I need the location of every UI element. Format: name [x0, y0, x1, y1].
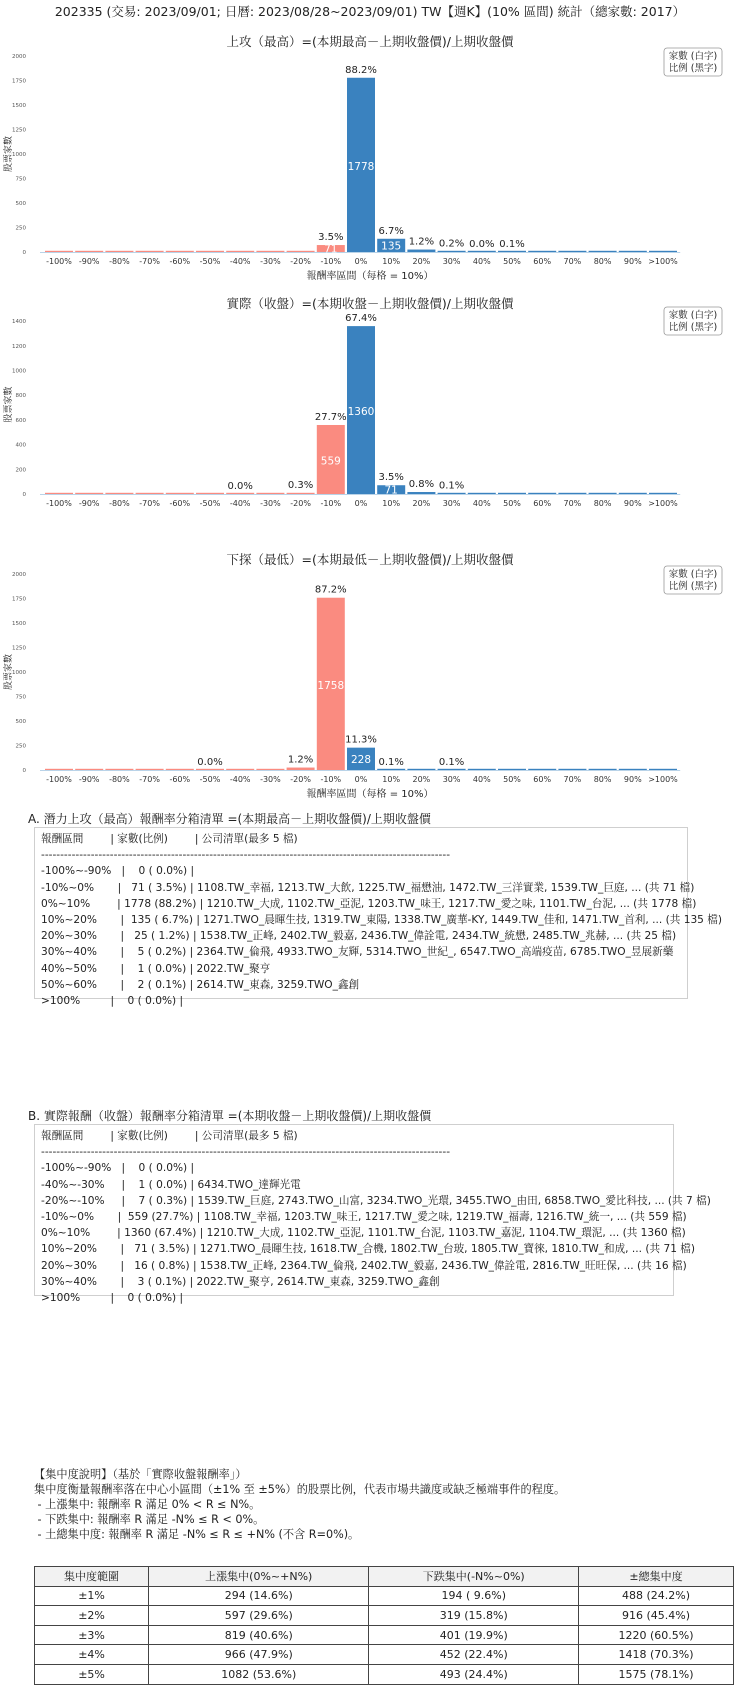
x-tick-label: -60% — [169, 257, 191, 266]
table-cell: ±5% — [35, 1664, 149, 1684]
x-tick-label: -40% — [229, 257, 251, 266]
bar — [256, 769, 284, 770]
bar — [226, 769, 254, 770]
x-tick-label: -80% — [109, 775, 130, 784]
x-tick-label: -20% — [290, 775, 311, 784]
bar-percent-label: 27.7% — [314, 411, 347, 423]
bar — [619, 769, 647, 770]
x-tick-label: -10% — [320, 775, 342, 784]
x-tick-label: -50% — [199, 499, 221, 508]
legend-line-ratio: 比例 (黑字) — [668, 63, 718, 74]
note-line: - 土總集中度: 報酬率 R 滿足 -N% ≤ R ≤ +N% (不含 R=0%)。 — [34, 1528, 360, 1541]
table-row — [35, 1664, 734, 1684]
bar — [287, 768, 315, 770]
legend-line-count: 家數 (白字) — [668, 51, 718, 62]
x-tick-label: 30% — [442, 499, 461, 508]
bar — [377, 769, 405, 770]
table-header-cell: ±總集中度 — [579, 1567, 734, 1587]
bar — [589, 493, 617, 494]
table-header-cell: 集中度範圍 — [35, 1567, 149, 1587]
y-tick-label: 1750 — [12, 78, 26, 85]
table-header-row — [35, 1567, 734, 1587]
y-tick-label: 250 — [15, 225, 26, 232]
table-header-cell: 下跌集中(-N%~0%) — [369, 1567, 579, 1587]
bar — [558, 251, 586, 252]
bar — [649, 251, 677, 252]
x-tick-label: >100% — [648, 257, 678, 266]
bar — [166, 251, 194, 252]
bar-count-label: 559 — [320, 455, 341, 468]
x-tick-label: 80% — [593, 775, 612, 784]
bar-percent-label: 11.3% — [345, 734, 377, 746]
bar-count-label: 1360 — [347, 406, 375, 419]
y-tick-label: 750 — [15, 176, 26, 183]
bar — [468, 493, 496, 494]
bar — [45, 769, 73, 770]
bar — [136, 251, 164, 252]
x-tick-label: -20% — [290, 499, 311, 508]
x-tick-label: 50% — [503, 257, 521, 266]
y-tick-label: 1400 — [12, 319, 26, 326]
x-tick-label: 90% — [623, 499, 642, 508]
bar-percent-label: 0.0% — [197, 756, 223, 768]
x-tick-label: -90% — [78, 499, 100, 508]
legend-line-count: 家數 (白字) — [668, 310, 718, 321]
table-cell: ±4% — [35, 1645, 149, 1665]
bar-percent-label: 67.4% — [345, 313, 377, 325]
y-tick-label: 750 — [15, 694, 26, 701]
y-tick-label: 1000 — [12, 670, 26, 676]
x-tick-label: 70% — [563, 775, 582, 784]
x-tick-label: -30% — [260, 499, 281, 508]
bar — [619, 493, 647, 494]
bar-percent-label: 0.1% — [378, 756, 404, 768]
y-tick-label: 2000 — [12, 572, 26, 578]
x-tick-label: -50% — [199, 775, 221, 784]
table-cell: 1220 (60.5%) — [579, 1625, 734, 1645]
x-axis-label: 報酬率區間（每格 = 10%） — [306, 789, 434, 800]
table-row — [35, 1606, 734, 1626]
note-line: - 上漲集中: 報酬率 R 滿足 0% < R ≤ N%。 — [34, 1498, 261, 1511]
bar-percent-label: 88.2% — [345, 64, 377, 76]
x-tick-label: 0% — [354, 499, 368, 508]
bar-percent-label: 0.1% — [438, 756, 465, 768]
bar — [589, 251, 617, 252]
bar — [619, 251, 647, 252]
bar — [166, 769, 194, 770]
x-tick-label: 10% — [382, 499, 401, 508]
x-tick-label: 80% — [593, 499, 612, 508]
chart-title: 上攻（最高）=(本期最高－上期收盤價)/上期收盤價 — [226, 34, 514, 49]
bar — [438, 769, 466, 770]
bar — [468, 769, 496, 770]
table-cell: ±3% — [35, 1625, 149, 1645]
note-line: - 下跌集中: 報酬率 R 滿足 -N% ≤ R < 0%。 — [34, 1513, 265, 1526]
y-tick-label: 1500 — [12, 103, 26, 109]
bar — [649, 493, 677, 494]
chart-actual-close — [0, 290, 740, 546]
x-tick-label: -30% — [260, 775, 281, 784]
x-tick-label: 70% — [563, 499, 582, 508]
bar-percent-label: 0.0% — [469, 238, 495, 250]
bar — [196, 493, 224, 494]
table-cell: 493 (24.4%) — [369, 1664, 579, 1684]
table-cell: 488 (24.2%) — [579, 1586, 734, 1606]
x-tick-label: 30% — [442, 257, 461, 266]
page-title: 202335 (交易: 2023/09/01; 日曆: 2023/08/28~2023/09/01) TW【週K】(10% 區間) 統計（總家數: 2017） — [54, 4, 686, 19]
section-b-box — [34, 1124, 711, 1305]
x-tick-label: 60% — [533, 257, 552, 266]
table-row — [35, 1645, 734, 1665]
x-tick-label: -80% — [109, 257, 130, 266]
x-tick-label: -20% — [290, 257, 311, 266]
table-cell: 452 (22.4%) — [369, 1645, 579, 1665]
x-axis-label: 報酬率區間（每格 = 10%） — [306, 271, 434, 282]
x-tick-label: 0% — [354, 257, 368, 266]
bar-percent-label: 1.2% — [408, 236, 435, 248]
table-cell: ±1% — [35, 1586, 149, 1606]
x-tick-label: 40% — [472, 257, 491, 266]
x-tick-label: 90% — [623, 775, 642, 784]
section-a-box — [34, 827, 723, 1008]
table-cell: 1418 (70.3%) — [579, 1645, 734, 1665]
y-tick-label: 1750 — [12, 596, 26, 603]
bar — [196, 251, 224, 252]
x-tick-label: 90% — [623, 257, 642, 266]
table-cell: 819 (40.6%) — [149, 1625, 369, 1645]
x-tick-label: >100% — [648, 775, 678, 784]
y-axis-label: 股票家數 — [4, 386, 14, 423]
table-cell: 916 (45.4%) — [579, 1606, 734, 1626]
y-tick-label: 1000 — [12, 152, 26, 158]
bar-percent-label: 0.2% — [438, 238, 465, 250]
table-cell: ±2% — [35, 1606, 149, 1626]
chart-title: 下探（最低）=(本期最低－上期收盤價)/上期收盤價 — [226, 552, 514, 567]
bar — [438, 251, 466, 252]
chart-title: 實際（收盤）=(本期收盤－上期收盤價)/上期收盤價 — [226, 296, 514, 311]
bar — [438, 493, 466, 494]
x-tick-label: -70% — [139, 499, 160, 508]
table-cell: 1575 (78.1%) — [579, 1664, 734, 1684]
chart-upside-high — [0, 28, 740, 290]
section-b-title: B. 實際報酬（收盤）報酬率分箱清單 =(本期收盤－上期收盤價)/上期收盤價 — [28, 1109, 432, 1123]
bar — [256, 251, 284, 252]
section-b-list: 報酬區間 | 家數(比例) | 公司清單(最多 5 檔) ----------------------------------------------------------------------------------------------------------- -100%~-90% | 0 ( 0.0%) | -40%~-30% | 1 ( 0.0%) | 6434.TWO_達輝光電 -20%~-10% | 7 ( 0.3%) | 1539.TW_巨庭, 2743.TWO_山富, 3234.TWO_光環, 3455.TWO_由田, 6858.TWO_愛比科技, ... (共 7 檔) -10%~0% | 559 (27.7%) | 1108.TW_幸福, 1203.TW_味王, 1217.TW_愛之味, 1219.TW_福壽, 1216.TW_統一, ... (共 559 檔) 0%~10% | 1360 (67.4%) | 1210.TW_大成, 1102.TW_亞泥, 1101.TW_台泥, 1103.TW_嘉泥, 1104.TW_環泥, ... (共 1360 檔) 10%~20% | 71 ( 3.5%) | 1271.TWO_晨暉生技, 1618.TW_合機, 1802.TW_台玻, 1805.TW_寶徠, 1810.TW_和成, ... (共 71 檔) 20%~30% | 16 ( 0.8%) | 1538.TW_正峰, 2364.TW_倫飛, 2402.TW_毅嘉, 2436.TW_偉詮電, 2816.TW_旺旺保, ... (共 16 檔) 30%~40% | 3 ( 0.1%) | 2022.TW_聚亨, 2614.TW_東森, 3259.TWO_鑫創 >100% | 0 ( 0.0%) | — [41, 1130, 711, 1305]
note-line: 集中度衡量報酬率落在中心小區間（±1% 至 ±5%）的股票比例，代表市場共識度或缺乏極端事件的程度。 — [34, 1483, 566, 1496]
x-tick-label: 60% — [533, 499, 552, 508]
section-a-title: A. 潛力上攻（最高）報酬率分箱清單 =(本期最高－上期收盤價)/上期收盤價 — [28, 812, 431, 826]
x-tick-label: -40% — [229, 775, 251, 784]
x-tick-label: 40% — [472, 499, 491, 508]
bar-count-label: 1778 — [347, 160, 375, 173]
x-tick-label: 60% — [533, 775, 552, 784]
bar-percent-label: 87.2% — [314, 584, 347, 596]
bar — [196, 769, 224, 770]
legend-line-ratio: 比例 (黑字) — [668, 322, 718, 333]
table-cell: 294 (14.6%) — [149, 1586, 369, 1606]
bar — [105, 769, 133, 770]
bar — [136, 769, 164, 770]
x-tick-label: -70% — [139, 775, 160, 784]
bar — [407, 250, 435, 252]
concentration-table — [34, 1566, 734, 1685]
x-tick-label: -60% — [169, 499, 191, 508]
bar — [528, 493, 556, 494]
table-cell: 319 (15.8%) — [369, 1606, 579, 1626]
table-cell: 401 (19.9%) — [369, 1625, 579, 1645]
bar — [226, 251, 254, 252]
bar-percent-label: 6.7% — [378, 225, 404, 237]
section-a-list: 報酬區間 | 家數(比例) | 公司清單(最多 5 檔) ----------------------------------------------------------------------------------------------------------- -100%~-90% | 0 ( 0.0%) | -10%~0% | 71 ( 3.5%) | 1108.TW_幸福, 1213.TW_大飲, 1225.TW_福懋油, 1472.TW_三洋實業, 1539.TW_巨庭, ... (共 71 檔) 0%~10% | 1778 (88.2%) | 1210.TW_大成, 1102.TW_亞泥, 1203.TW_味王, 1217.TW_愛之味, 1101.TW_台泥, ... (共 1778 檔) 10%~20% | 135 ( 6.7%) | 1271.TWO_晨暉生技, 1319.TW_東陽, 1338.TW_廣華-KY, 1449.TW_佳和, 1471.TW_首利, ... (共 135 檔) 20%~30% | 25 ( 1.2%) | 1538.TW_正峰, 2402.TW_毅嘉, 2436.TW_偉詮電, 2434.TW_統懋, 2485.TW_兆赫, ... (共 25 檔) 30%~40% | 5 ( 0.2%) | 2364.TW_倫飛, 4933.TWO_友輝, 5314.TWO_世紀_, 6547.TWO_高端疫苗, 6785.TWO_昱展新藥 40%~50% | 1 ( 0.0%) | 2022.TW_聚亨 50%~60% | 2 ( 0.1%) | 2614.TW_東森, 3259.TWO_鑫創 >100% | 0 ( 0.0%) | — [41, 833, 723, 1008]
bar — [407, 492, 435, 494]
y-tick-label: 0 — [22, 250, 26, 256]
y-tick-label: 1000 — [12, 368, 26, 375]
bar-count-label: 228 — [350, 753, 372, 766]
y-tick-label: 200 — [15, 467, 26, 474]
x-tick-label: -30% — [260, 257, 281, 266]
x-tick-label: 10% — [382, 257, 401, 266]
x-tick-label: -50% — [199, 257, 221, 266]
y-axis-label: 股票家數 — [4, 135, 14, 173]
bar — [105, 251, 133, 252]
bar — [45, 493, 73, 494]
x-tick-label: -100% — [46, 499, 72, 508]
x-tick-label: -60% — [169, 775, 191, 784]
table-header-cell: 上漲集中(0%~+N%) — [149, 1567, 369, 1587]
x-tick-label: -90% — [78, 775, 100, 784]
y-axis-label: 股票家數 — [4, 653, 14, 691]
bar — [226, 493, 254, 494]
x-tick-label: 50% — [503, 499, 521, 508]
bar-percent-label: 1.2% — [287, 754, 314, 766]
y-tick-label: 1200 — [12, 343, 26, 350]
table-row — [35, 1586, 734, 1606]
y-tick-label: 1500 — [12, 621, 26, 627]
bar — [528, 251, 556, 252]
bar — [407, 769, 435, 770]
bar — [287, 493, 315, 494]
y-tick-label: 500 — [15, 719, 26, 725]
table-cell: 194 ( 9.6%) — [369, 1586, 579, 1606]
bar — [498, 251, 526, 252]
bar-percent-label: 0.8% — [408, 479, 435, 491]
bar — [166, 493, 194, 494]
x-tick-label: 0% — [354, 775, 368, 784]
x-tick-label: -70% — [139, 257, 160, 266]
x-tick-label: >100% — [648, 499, 678, 508]
x-tick-label: 50% — [503, 775, 521, 784]
bar-count-label: 1758 — [317, 679, 345, 692]
bar — [589, 769, 617, 770]
legend-line-count: 家數 (白字) — [668, 569, 718, 580]
bar — [105, 493, 133, 494]
bar — [45, 251, 73, 252]
bar — [256, 493, 284, 494]
concentration-note — [34, 1467, 565, 1542]
bar — [287, 251, 315, 252]
bar-percent-label: 0.1% — [438, 480, 465, 492]
y-tick-label: 1250 — [12, 645, 26, 652]
bar-percent-label: 3.5% — [318, 232, 344, 244]
y-tick-label: 400 — [15, 442, 26, 449]
x-tick-label: 10% — [382, 775, 401, 784]
bar — [75, 769, 103, 770]
x-tick-label: 80% — [593, 257, 612, 266]
bar-count-label: 71 — [384, 484, 398, 497]
x-tick-label: -100% — [46, 257, 72, 266]
x-tick-label: -10% — [320, 257, 342, 266]
x-tick-label: 70% — [563, 257, 582, 266]
bar — [498, 493, 526, 494]
bar-percent-label: 0.3% — [287, 480, 314, 492]
x-tick-label: 30% — [442, 775, 461, 784]
bar — [528, 769, 556, 770]
y-tick-label: 0 — [22, 768, 26, 774]
bar — [558, 769, 586, 770]
bar-percent-label: 0.1% — [499, 238, 525, 250]
y-tick-label: 250 — [15, 743, 26, 750]
bar — [468, 251, 496, 252]
bar-percent-label: 3.5% — [378, 472, 404, 484]
bar — [498, 769, 526, 770]
y-tick-label: 600 — [15, 417, 26, 424]
bar-count-label: 71 — [324, 243, 338, 256]
x-tick-label: -40% — [229, 499, 251, 508]
x-tick-label: 20% — [412, 775, 431, 784]
note-line: 【集中度說明】（基於「實際收盤報酬率」） — [34, 1468, 247, 1481]
bar-count-label: 135 — [381, 240, 402, 253]
y-tick-label: 1250 — [12, 127, 26, 134]
table-row — [35, 1625, 734, 1645]
x-tick-label: -90% — [78, 257, 100, 266]
bar — [649, 769, 677, 770]
bar — [75, 251, 103, 252]
x-tick-label: -100% — [46, 775, 72, 784]
bar — [75, 493, 103, 494]
legend-line-ratio: 比例 (黑字) — [668, 581, 718, 592]
y-tick-label: 800 — [15, 393, 26, 400]
x-tick-label: 20% — [412, 499, 431, 508]
bar — [558, 493, 586, 494]
bar-percent-label: 0.0% — [227, 480, 253, 492]
y-tick-label: 2000 — [12, 54, 26, 60]
x-tick-label: 40% — [472, 775, 491, 784]
y-tick-label: 0 — [22, 492, 26, 498]
bar — [136, 493, 164, 494]
x-tick-label: 20% — [412, 257, 431, 266]
chart-downside-low — [0, 546, 740, 808]
x-tick-label: -80% — [109, 499, 130, 508]
table-cell: 1082 (53.6%) — [149, 1664, 369, 1684]
x-tick-label: -10% — [320, 499, 342, 508]
table-cell: 597 (29.6%) — [149, 1606, 369, 1626]
table-cell: 966 (47.9%) — [149, 1645, 369, 1665]
y-tick-label: 500 — [15, 201, 26, 207]
